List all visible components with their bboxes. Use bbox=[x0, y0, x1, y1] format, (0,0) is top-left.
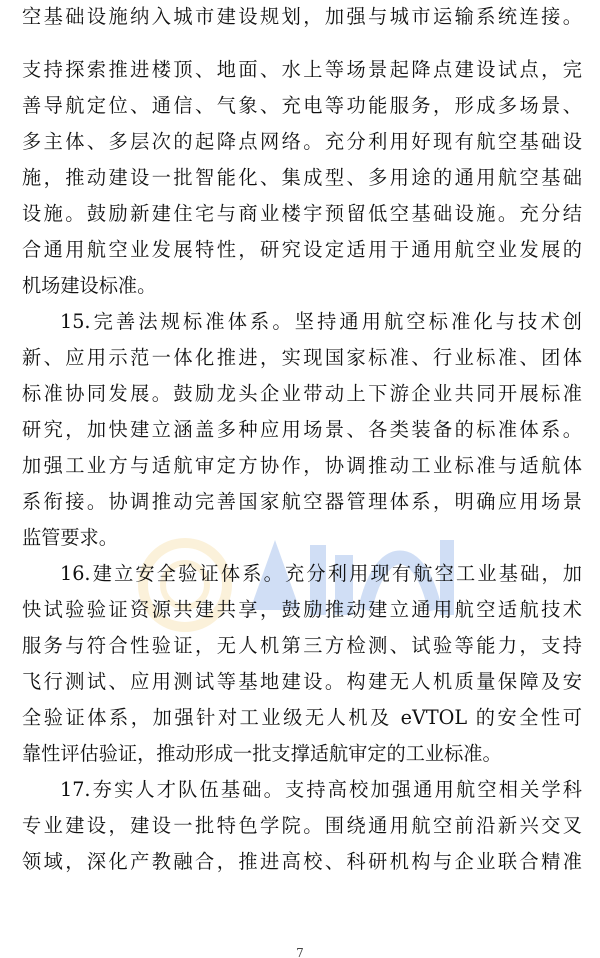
document-line: 善导航定位、通信、气象、充电等功能服务，形成多场景、 bbox=[22, 94, 582, 117]
document-line: 靠性评估验证，推动形成一批支撑适航审定的工业标准。 bbox=[22, 742, 502, 765]
document-line: 合通用航空业发展特性，研究设定适用于通用航空业发展的 bbox=[22, 238, 582, 261]
section-heading-15: 15.完善法规标准体系。坚持通用航空标准化与技术创 bbox=[60, 310, 582, 333]
document-line: 飞行测试、应用测试等基地建设。构建无人机质量保障及安 bbox=[22, 670, 582, 693]
document-line: 加强工业方与适航审定方协作，协调推动工业标准与适航体 bbox=[22, 454, 582, 477]
document-line: 专业建设，建设一批特色学院。围绕通用航空前沿新兴交叉 bbox=[22, 814, 582, 837]
section-heading-17: 17.夯实人才队伍基础。支持高校加强通用航空相关学科 bbox=[60, 778, 582, 801]
document-line: 快试验验证资源共建共享，鼓励推动建立通用航空适航技术 bbox=[22, 598, 582, 621]
document-line: 多主体、多层次的起降点网络。充分利用好现有航空基础设 bbox=[22, 130, 582, 153]
document-line: 服务与符合性验证，无人机第三方检测、试验等能力，支持 bbox=[22, 634, 582, 657]
document-line: 标准协同发展。鼓励龙头企业带动上下游企业共同开展标准 bbox=[22, 382, 582, 405]
document-line: 新、应用示范一体化推进，实现国家标准、行业标准、团体 bbox=[22, 346, 582, 369]
document-line: 全验证体系，加强针对工业级无人机及 eVTOL 的安全性可 bbox=[22, 706, 582, 729]
document-line: 研究，加快建立涵盖多种应用场景、各类装备的标准体系。 bbox=[22, 418, 582, 441]
document-line: 领域，深化产教融合，推进高校、科研机构与企业联合精准 bbox=[22, 850, 582, 873]
document-line: 设施。鼓励新建住宅与商业楼宇预留低空基础设施。充分结 bbox=[22, 202, 582, 225]
document-line: 空基础设施纳入城市建设规划，加强与城市运输系统连接。 bbox=[22, 5, 582, 28]
document-line: 系衔接。协调推动完善国家航空器管理体系，明确应用场景 bbox=[22, 490, 582, 513]
section-heading-16: 16.建立安全验证体系。充分利用现有航空工业基础，加 bbox=[60, 562, 582, 585]
document-line: 监管要求。 bbox=[22, 526, 118, 549]
document-line: 支持探索推进楼顶、地面、水上等场景起降点建设试点，完 bbox=[22, 58, 582, 81]
page-number: 7 bbox=[296, 946, 304, 958]
document-line: 机场建设标准。 bbox=[22, 274, 157, 297]
document-line: 施，推动建设一批智能化、集成型、多用途的通用航空基础 bbox=[22, 166, 582, 189]
